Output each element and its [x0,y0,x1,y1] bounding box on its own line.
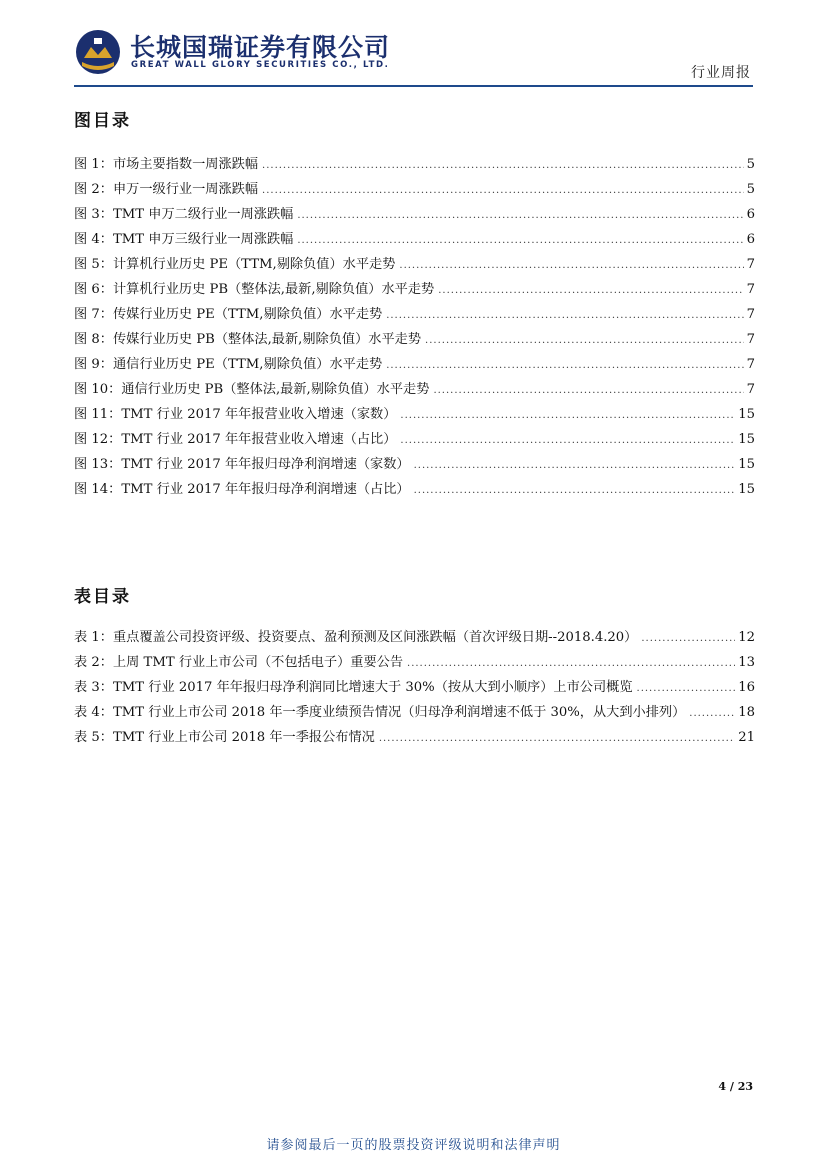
toc-entry-text: 市场主要指数一周涨跌幅 [112,157,259,172]
toc-entry-leader [262,160,744,171]
toc-entry-text: TMT 行业 2017 年年报营业收入增速（占比） [121,432,397,447]
toc-entry-label: 图 3： [74,207,113,222]
toc-entry[interactable] [74,278,755,303]
toc-entry[interactable] [74,203,755,228]
toc-entry-label: 图 9： [74,357,113,372]
toc-entry-leader [379,733,735,744]
toc-entry-text: 计算机行业历史 PE（TTM,剔除负值）水平走势 [112,257,396,272]
toc-entry-page: 7 [746,357,755,372]
toc-entry-text: TMT 申万二级行业一周涨跌幅 [112,207,294,222]
toc-entry-label: 表 5： [74,730,113,745]
figures-toc-list [74,153,755,503]
toc-entry-text: 传媒行业历史 PE（TTM,剔除负值）水平走势 [112,307,383,322]
page-number: 4 / 23 [718,1080,753,1093]
company-name-en: GREAT WALL GLORY SECURITIES CO., LTD. [131,60,390,70]
toc-entry-text: 上周 TMT 行业上市公司（不包括电子）重要公告 [112,655,404,670]
toc-entry[interactable] [74,676,755,701]
toc-entry-label: 图 6： [74,282,113,297]
header-divider [74,85,753,87]
toc-entry-text: TMT 行业上市公司 2018 年一季度业绩预告情况（归母净利润增速不低于 30%，从大到小排列） [112,705,686,720]
toc-entry-text: TMT 行业 2017 年年报归母净利润增速（家数） [121,457,410,472]
toc-entry-text: TMT 行业上市公司 2018 年一季报公布情况 [112,730,375,745]
company-name-cn: 长城国瑞证券有限公司 [130,33,391,62]
toc-entry-leader [297,210,743,221]
toc-entry-label: 图 4： [74,232,113,247]
toc-entry[interactable] [74,626,755,651]
toc-entry[interactable] [74,178,755,203]
company-logo [74,26,391,78]
toc-entry[interactable] [74,378,755,403]
toc-entry[interactable] [74,651,755,676]
toc-entry-page: 6 [746,207,755,222]
toc-entry-page: 15 [738,482,755,497]
toc-entry-page: 12 [738,630,755,645]
toc-entry-page: 16 [738,680,755,695]
toc-entry-label: 表 2： [74,655,113,670]
toc-entry-page: 7 [746,307,755,322]
tables-toc-list [74,626,755,751]
toc-entry-text: TMT 行业 2017 年年报营业收入增速（家数） [121,407,397,422]
toc-entry[interactable] [74,228,755,253]
toc-entry-label: 图 12： [74,432,122,447]
toc-entry-leader [386,310,743,321]
report-type-label: 行业周报 [691,65,751,81]
toc-entry-page: 7 [746,257,755,272]
toc-entry-leader [386,360,743,371]
toc-entry-leader [414,485,736,496]
toc-entry-page: 7 [746,332,755,347]
toc-entry[interactable] [74,428,755,453]
toc-entry[interactable] [74,153,755,178]
company-logo-icon [74,28,122,76]
toc-entry-leader [414,460,736,471]
toc-entry[interactable] [74,726,755,751]
toc-entry-label: 图 8： [74,332,113,347]
toc-entry-leader [400,410,735,421]
toc-entry-page: 5 [746,182,755,197]
footer-disclaimer: 请参阅最后一页的股票投资评级说明和法律声明 [266,1138,561,1153]
toc-entry-page: 5 [746,157,755,172]
toc-entry[interactable] [74,453,755,478]
toc-entry-page: 6 [746,232,755,247]
toc-entry-leader [689,708,735,719]
toc-entry-text: TMT 行业 2017 年年报归母净利润同比增速大于 30%（按从大到小顺序）上市公司概览 [112,680,633,695]
tables-toc-title: 表目录 [74,587,131,607]
toc-entry-label: 图 13： [74,457,122,472]
toc-entry-label: 图 2： [74,182,113,197]
toc-entry-text: TMT 申万三级行业一周涨跌幅 [112,232,294,247]
toc-entry-text: TMT 行业 2017 年年报归母净利润增速（占比） [121,482,410,497]
toc-entry-text: 计算机行业历史 PB（整体法,最新,剔除负值）水平走势 [112,282,435,297]
toc-entry-label: 图 7： [74,307,113,322]
toc-entry-text: 申万一级行业一周涨跌幅 [112,182,259,197]
toc-entry-label: 表 3： [74,680,113,695]
toc-entry-text: 重点覆盖公司投资评级、投资要点、盈利预测及区间涨跌幅（首次评级日期--2018.4.20） [112,630,638,645]
toc-entry-label: 图 1： [74,157,113,172]
toc-entry-page: 15 [738,432,755,447]
toc-entry-leader [438,285,743,296]
toc-entry-leader [407,658,735,669]
toc-entry-page: 15 [738,407,755,422]
toc-entry[interactable] [74,478,755,503]
toc-entry[interactable] [74,701,755,726]
toc-entry-leader [641,633,735,644]
toc-entry-label: 表 4： [74,705,113,720]
toc-entry-page: 18 [738,705,755,720]
toc-entry-page: 15 [738,457,755,472]
toc-entry-leader [262,185,744,196]
toc-entry-label: 表 1： [74,630,113,645]
toc-entry-page: 13 [738,655,755,670]
figures-toc-title: 图目录 [74,111,131,131]
toc-entry[interactable] [74,253,755,278]
toc-entry-label: 图 14： [74,482,122,497]
toc-entry[interactable] [74,328,755,353]
toc-entry-text: 通信行业历史 PB（整体法,最新,剔除负值）水平走势 [121,382,430,397]
toc-entry-leader [400,435,735,446]
toc-entry-leader [425,335,744,346]
toc-entry-leader [297,235,743,246]
toc-entry[interactable] [74,403,755,428]
toc-entry-page: 21 [738,730,755,745]
toc-entry-label: 图 11： [74,407,122,422]
toc-entry[interactable] [74,303,755,328]
toc-entry-label: 图 5： [74,257,113,272]
toc-entry-leader [399,260,743,271]
toc-entry-page: 7 [746,382,755,397]
toc-entry-label: 图 10： [74,382,122,397]
toc-entry-text: 通信行业历史 PE（TTM,剔除负值）水平走势 [112,357,383,372]
toc-entry-text: 传媒行业历史 PB（整体法,最新,剔除负值）水平走势 [112,332,422,347]
toc-entry-page: 7 [746,282,755,297]
toc-entry-leader [637,683,736,694]
toc-entry[interactable] [74,353,755,378]
toc-entry-leader [433,385,743,396]
